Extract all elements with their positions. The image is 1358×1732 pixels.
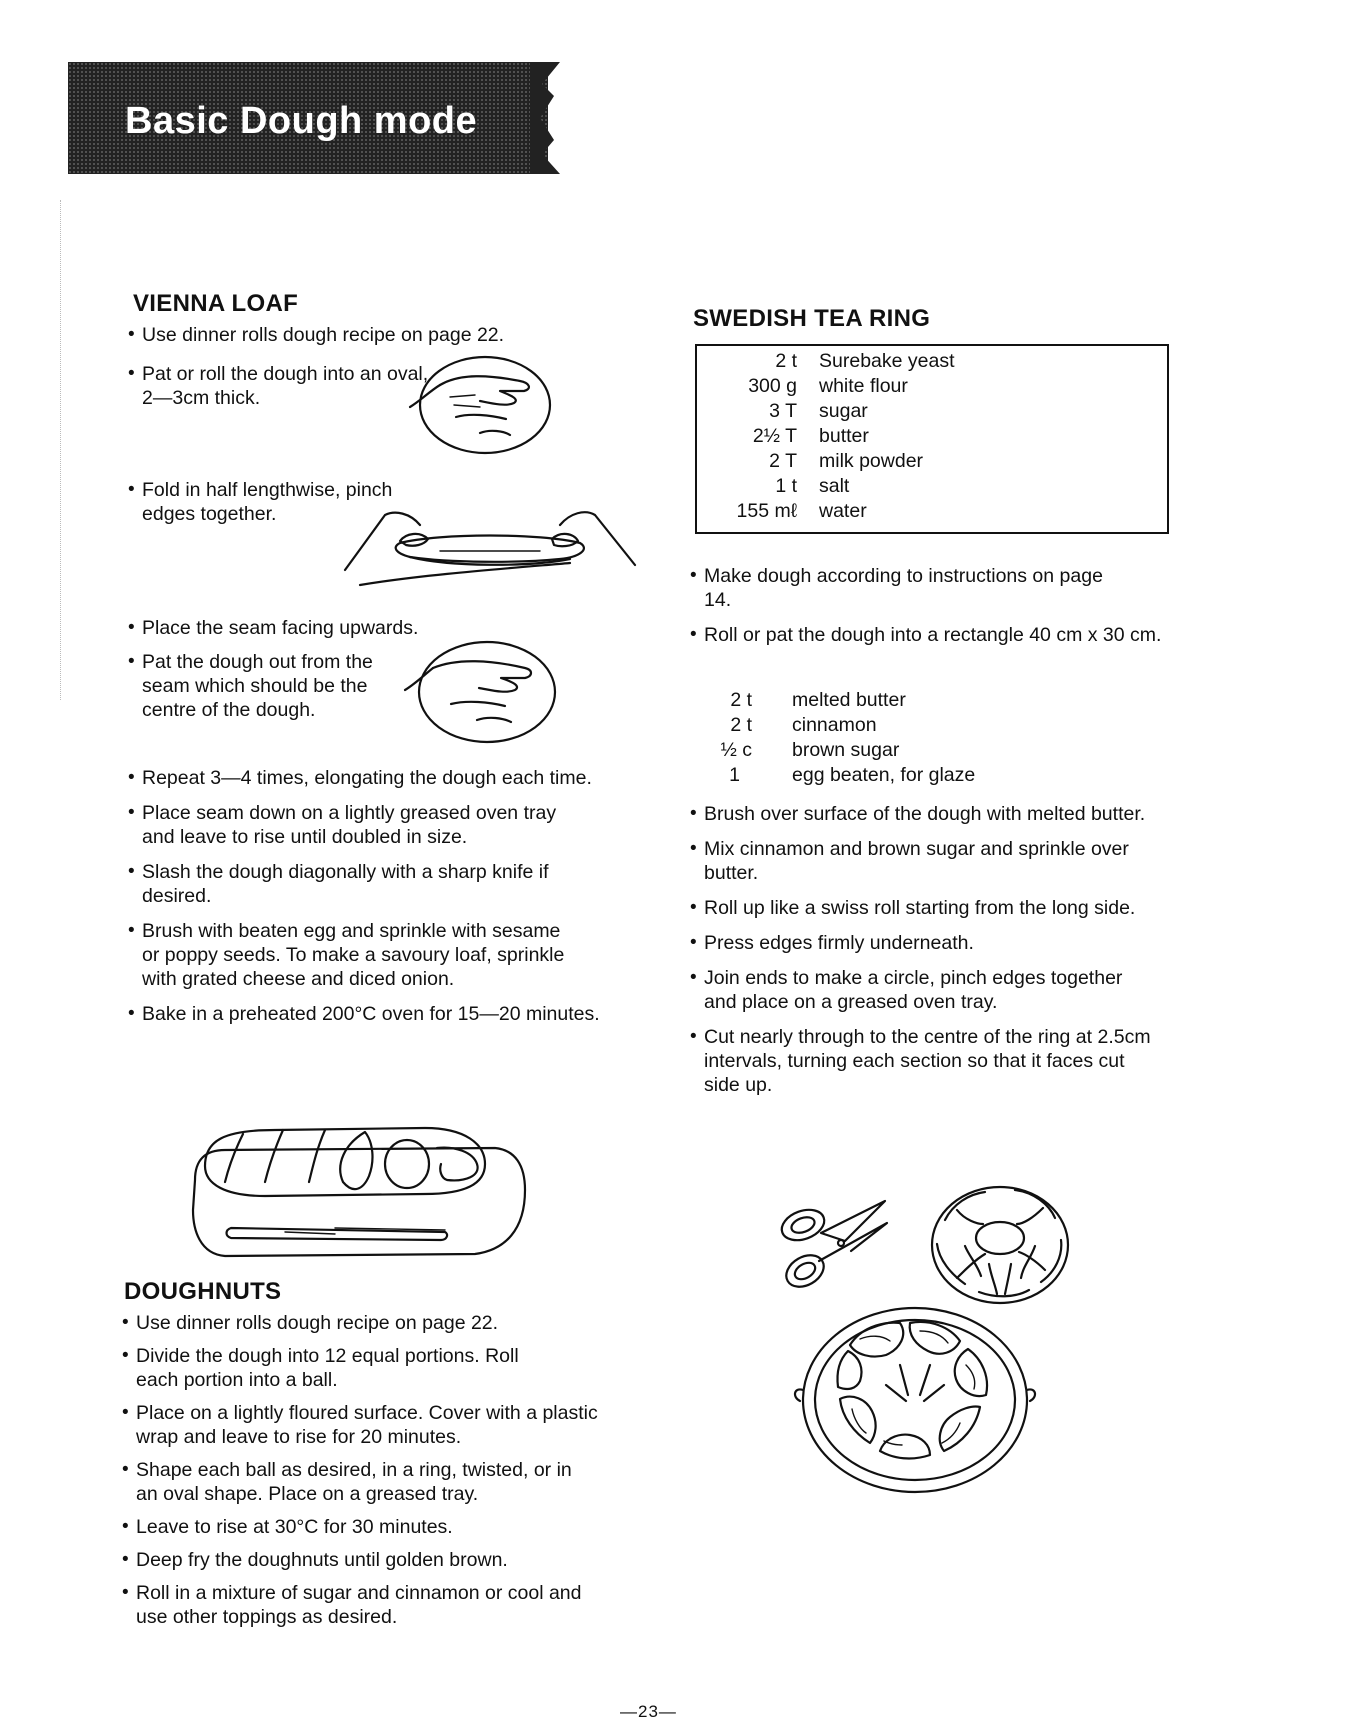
ingredient-name: salt: [819, 475, 850, 497]
vienna-step-8: • Slash the dough diagonally with a sharp knife if desired.: [128, 860, 612, 908]
vienna-step-3: • Fold in half lengthwise, pinch edges together.: [128, 478, 432, 526]
swedish-step-5: • Roll up like a swiss roll starting from the long side.: [690, 896, 1154, 920]
swedish-steps-b: [690, 802, 1170, 1097]
ingredient-qty: 3 T: [769, 400, 797, 422]
doughnuts-step-7: • Roll in a mixture of sugar and cinnamon or cool and use other toppings as desired.: [122, 1581, 616, 1629]
tea-ring-illustration: [925, 1180, 1075, 1310]
ingredient-qty: 2 t: [775, 350, 797, 372]
vienna-loaf-steps-4: [128, 616, 548, 640]
doughnuts-step-1: • Use dinner rolls dough recipe on page 22.: [122, 1311, 612, 1335]
ingredient-qty: 155 mℓ: [736, 500, 797, 522]
margin-rule: [60, 200, 62, 700]
vienna-step-6: • Repeat 3—4 times, elongating the dough each time.: [128, 766, 608, 790]
page-title: Basic Dough mode: [125, 100, 478, 142]
doughnuts-step-5: • Leave to rise at 30°C for 30 minutes.: [122, 1515, 612, 1539]
ingredient-name: white flour: [819, 375, 908, 397]
vienna-step-7: • Place seam down on a lightly greased oven tray and leave to rise until doubled in size.: [128, 801, 572, 849]
banner-arrow-edge: [530, 62, 560, 174]
topping-qty: 2 t: [730, 714, 752, 736]
vienna-step-2: • Pat or roll the dough into an oval, 2—3cm thick.: [128, 362, 432, 410]
ingredient-name: Surebake yeast: [819, 350, 955, 372]
hands-folding-dough-illustration: [340, 505, 640, 595]
vienna-step-5: • Pat the dough out from the seam which should be the centre of the dough.: [128, 650, 412, 722]
doughnuts-steps: [122, 1311, 612, 1629]
ingredient-name: sugar: [819, 400, 868, 422]
topping-name: brown sugar: [792, 739, 900, 761]
vienna-loaf-title: VIENNA LOAF: [133, 290, 299, 317]
topping-name: melted butter: [792, 689, 906, 711]
swedish-step-4: • Mix cinnamon and brown sugar and sprinkle over butter.: [690, 837, 1154, 885]
vienna-loaf-steps-6: [128, 766, 608, 1026]
vienna-loaf-steps-5: [128, 650, 412, 722]
topping-name: cinnamon: [792, 714, 877, 736]
swedish-steps-a: [690, 564, 1170, 647]
swedish-step-3: • Brush over surface of the dough with melted butter.: [690, 802, 1154, 826]
ingredient-name: butter: [819, 425, 869, 447]
doughnuts-step-6: • Deep fry the doughnuts until golden brown.: [122, 1548, 612, 1572]
ingredient-qty: 2½ T: [752, 425, 797, 447]
doughnuts-step-4: • Shape each ball as desired, in a ring, twisted, or in an oval shape. Place on a greased tray.: [122, 1458, 596, 1506]
scissors-illustration: [775, 1195, 895, 1295]
ingredient-name: milk powder: [819, 450, 924, 472]
vienna-loaf-steps: [128, 323, 608, 357]
ingredient-name: water: [819, 500, 867, 522]
doughnuts-step-3: • Place on a lightly floured surface. Cover with a plastic wrap and leave to rise for 20 minutes.: [122, 1401, 606, 1449]
doughnuts-step-2: • Divide the dough into 12 equal portions. Roll each portion into a ball.: [122, 1344, 536, 1392]
topping-name: egg beaten, for glaze: [792, 764, 976, 786]
swedish-step-7: • Join ends to make a circle, pinch edges together and place on a greased oven tray.: [690, 966, 1134, 1014]
ingredient-box: [695, 344, 1169, 534]
swedish-step-2: • Roll or pat the dough into a rectangle 40 cm x 30 cm.: [690, 623, 1174, 647]
vienna-step-10: • Bake in a preheated 200°C oven for 15—20 minutes.: [128, 1002, 602, 1026]
topping-qty: ½ c: [720, 739, 752, 761]
vienna-loaf-on-tray-illustration: [185, 1120, 535, 1265]
hand-patting-dough-illustration: [380, 355, 570, 460]
page-number: —23—: [620, 1702, 677, 1721]
vienna-step-4: • Place the seam facing upwards.: [128, 616, 548, 640]
ingredient-qty: 300 g: [748, 375, 797, 397]
doughnuts-title: DOUGHNUTS: [124, 1278, 282, 1305]
vienna-step-9: • Brush with beaten egg and sprinkle with sesame or poppy seeds. To make a savoury loaf, sprinkle with grated cheese and diced onion.: [128, 919, 582, 991]
tea-ring-on-platter-illustration: [790, 1305, 1040, 1500]
hand-patting-seam-illustration: [375, 640, 575, 750]
swedish-step-8: • Cut nearly through to the centre of the ring at 2.5cm intervals, turning each section so that it faces cut side up.: [690, 1025, 1164, 1097]
vienna-step-1: • Use dinner rolls dough recipe on page 22.: [128, 323, 608, 347]
topping-qty: 1: [729, 764, 740, 786]
ingredient-qty: 2 T: [769, 450, 797, 472]
topping-qty: 2 t: [730, 689, 752, 711]
swedish-tea-ring-title: SWEDISH TEA RING: [693, 305, 931, 332]
swedish-step-1: • Make dough according to instructions on page 14.: [690, 564, 1134, 612]
swedish-step-6: • Press edges firmly underneath.: [690, 931, 1170, 955]
ingredient-qty: 1 t: [775, 475, 797, 497]
